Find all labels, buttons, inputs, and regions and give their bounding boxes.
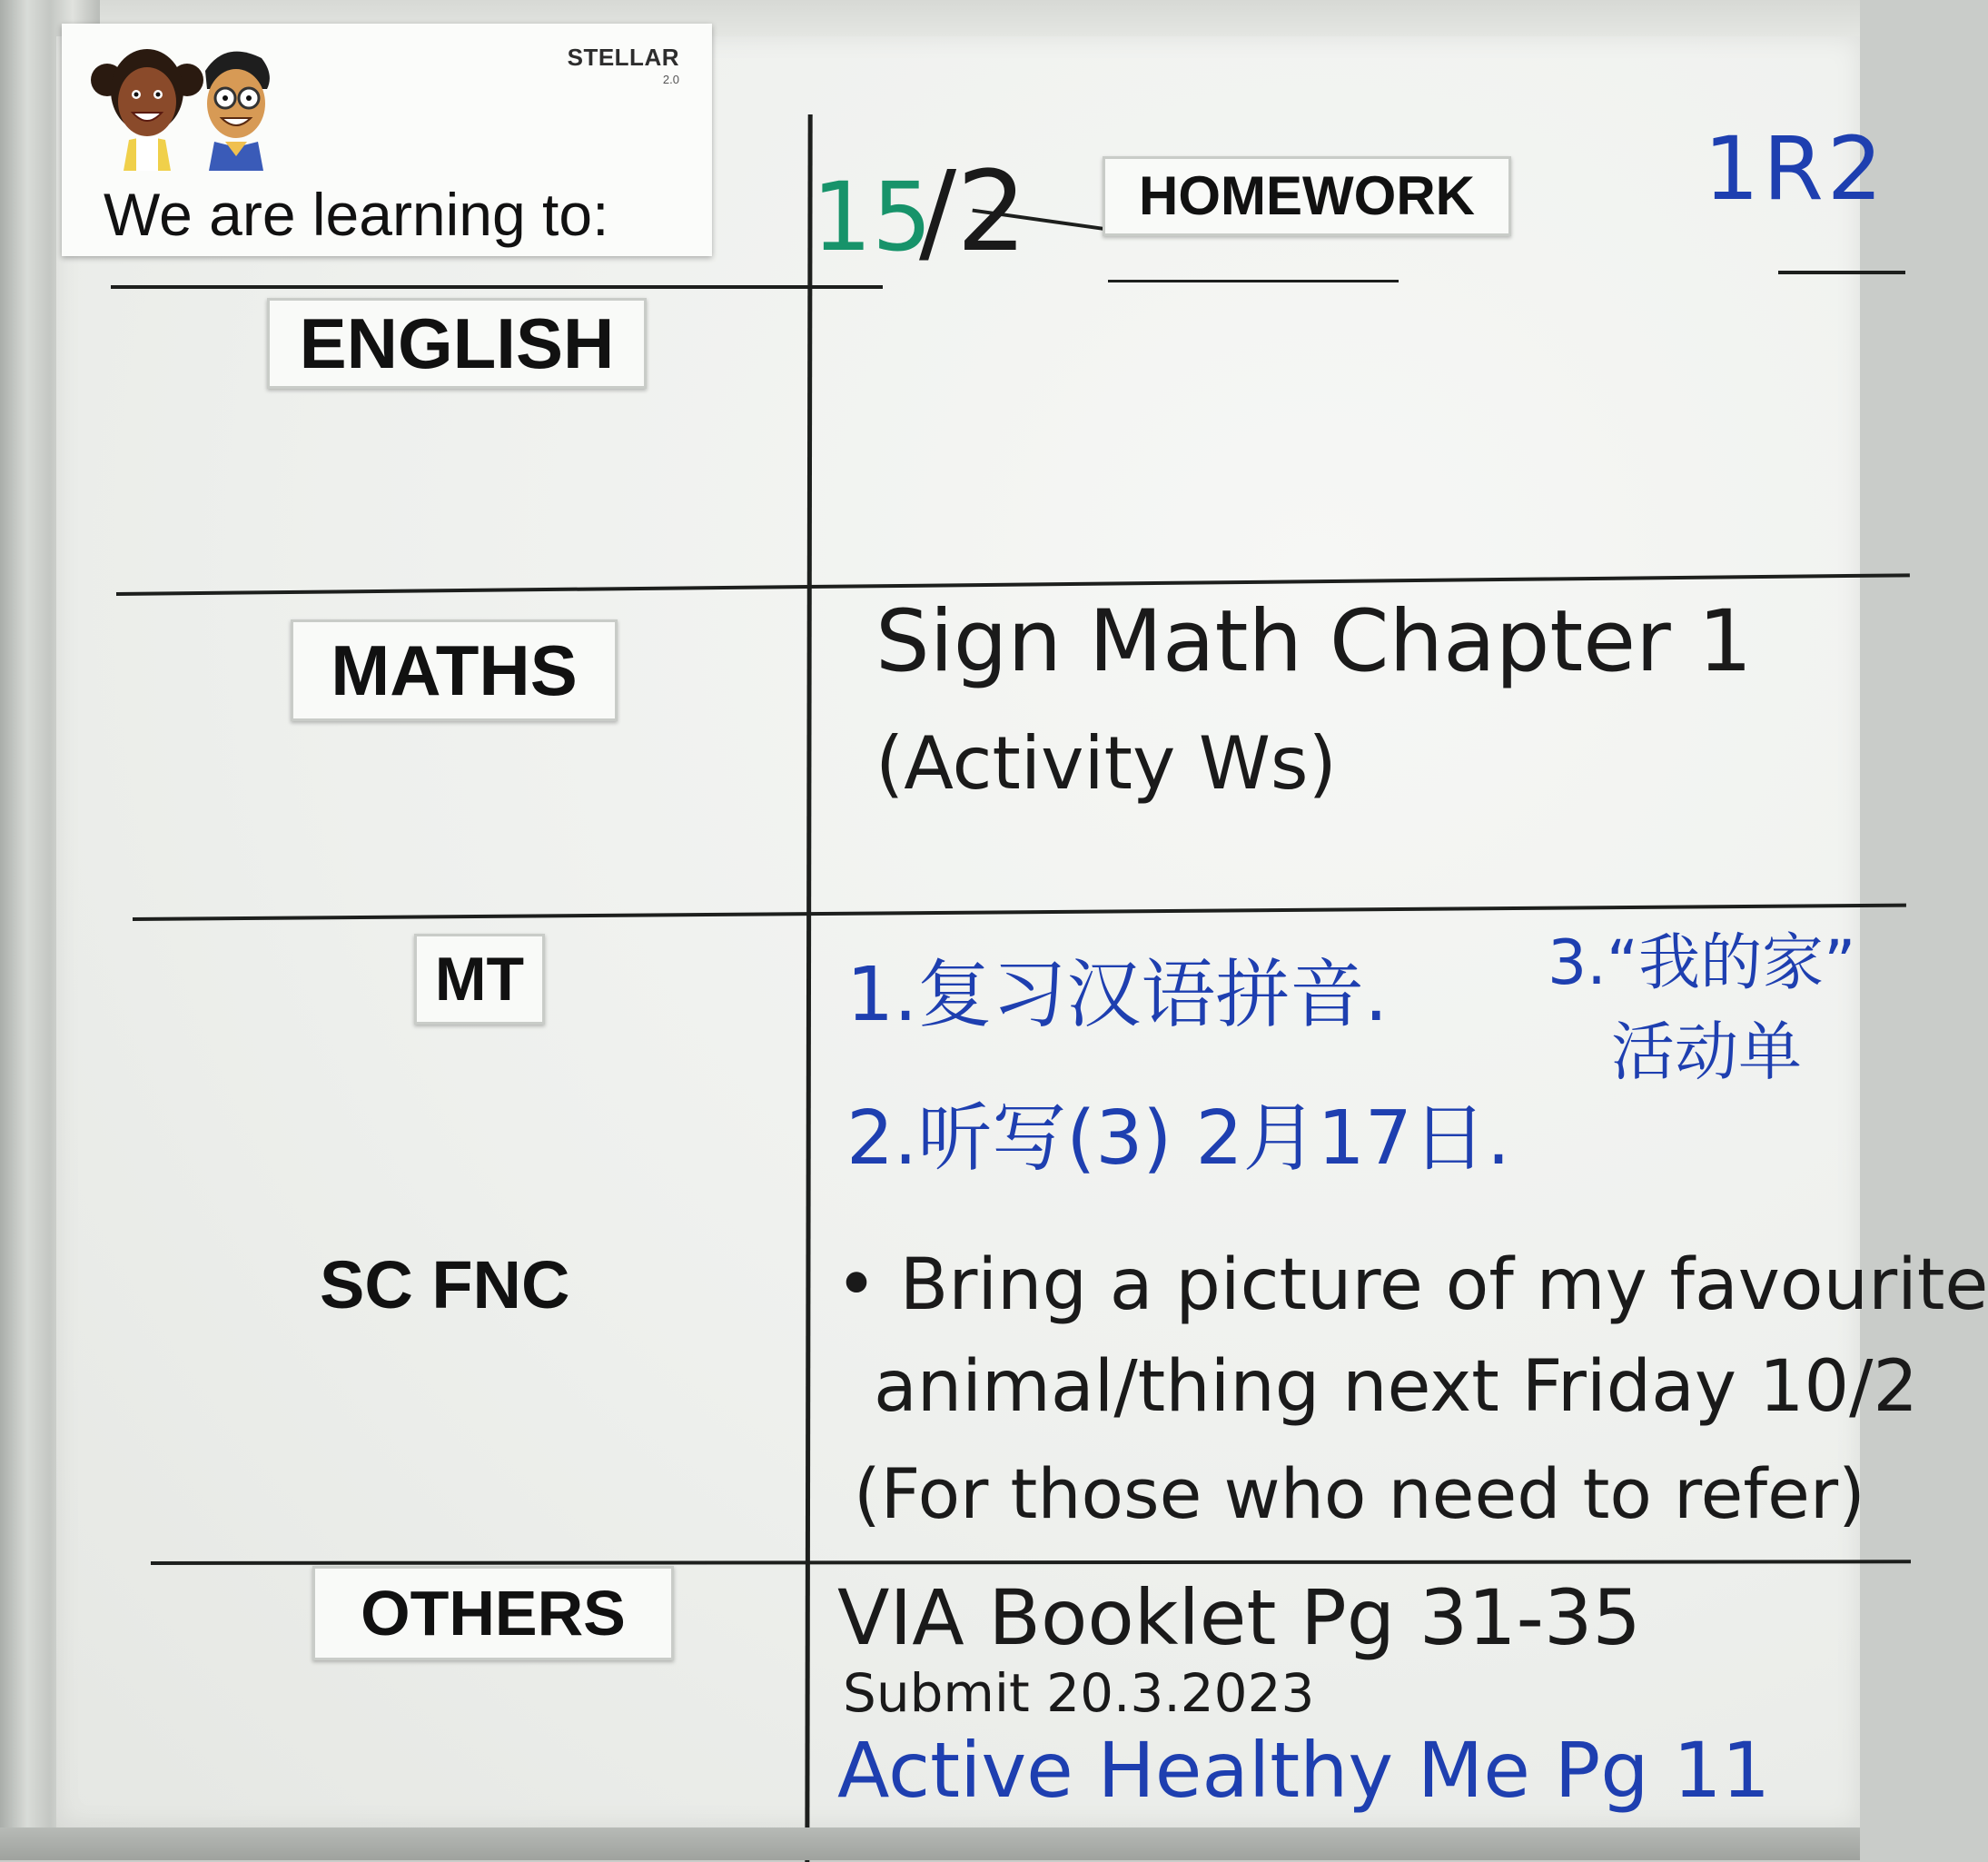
row-divider-scfnc-others [151, 1560, 1911, 1565]
scfnc-homework-line-2: animal/thing next Friday 10/2 [874, 1346, 1919, 1428]
stellar-logo-text: STELLAR [567, 44, 679, 71]
maths-homework-line-1: Sign Math Chapter 1 [875, 592, 1753, 691]
scfnc-homework-line-3: (For those who need to refer) [854, 1453, 1865, 1534]
scfnc-homework-line-1: • Bring a picture of my favourite [836, 1244, 1988, 1326]
whiteboard-surface [56, 36, 1988, 1827]
stellar-logo [568, 44, 679, 72]
subject-label-scfnc: SC FNC [320, 1247, 570, 1322]
others-homework-line-3: Active Healthy Me Pg 11 [837, 1726, 1771, 1815]
subject-label-maths: MATHS [291, 619, 618, 721]
stellar-learning-card [62, 24, 712, 256]
learning-heading: We are learning to: [104, 181, 609, 248]
class-underline [1778, 271, 1905, 274]
others-homework-line-1: VIA Booklet Pg 31-35 [837, 1573, 1641, 1662]
column-divider-line [805, 114, 812, 1862]
stellar-version: 2.0 [662, 73, 679, 86]
subject-label-others: OTHERS [312, 1566, 674, 1660]
subject-label-english: ENGLISH [267, 298, 647, 389]
date-month: /2 [919, 147, 1027, 276]
homework-label: HOMEWORK [1103, 156, 1511, 236]
header-divider-line [111, 285, 883, 289]
mt-homework-item-3-line-1: 3.“我的家” [1548, 927, 1856, 999]
mt-homework-item-2: 2.听写(3) 2月17日. [846, 1095, 1511, 1182]
date-day: 15 [812, 162, 933, 272]
class-name: 1R2 [1704, 118, 1886, 220]
others-homework-line-2: Submit 20.3.2023 [843, 1662, 1315, 1724]
maths-homework-line-2: (Activity Ws) [875, 721, 1337, 806]
subject-label-mt: MT [414, 934, 545, 1025]
mt-homework-item-3-line-2: 活动单 [1611, 1015, 1802, 1089]
mt-homework-item-1: 1.复习汉语拼音. [846, 952, 1389, 1038]
cartoon-kids-icon [89, 35, 280, 180]
homework-underline [1108, 280, 1399, 282]
board-frame-bottom [0, 1827, 1860, 1860]
